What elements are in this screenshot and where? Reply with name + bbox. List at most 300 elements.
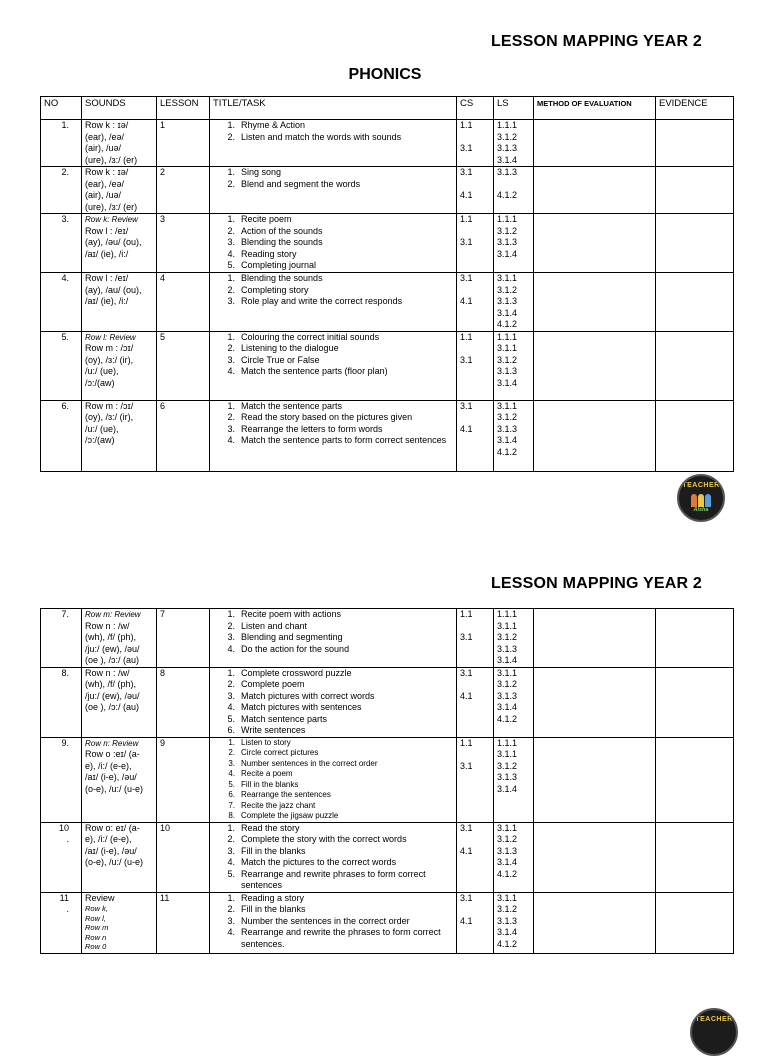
cs-value: 1.1	[460, 737, 473, 748]
sounds-text	[85, 332, 153, 390]
task-number: 1.	[227, 400, 235, 411]
sounds-value: Row k : ɪə/ (ear), /eə/ (air), /uə/ (ure), /ɜ:/ (er)	[85, 167, 138, 212]
task-text: Number sentences in the correct order	[241, 758, 378, 768]
list-item	[213, 273, 453, 285]
lesson-number: 9	[157, 737, 210, 822]
task-number: 4.	[227, 435, 235, 445]
task-list	[213, 738, 453, 822]
cs-value: 3.1	[460, 354, 473, 365]
ls-value: 3.1.3	[497, 915, 518, 926]
task-cell	[210, 214, 457, 273]
task-number: 3.	[227, 237, 235, 247]
method-cell	[534, 609, 656, 668]
list-item	[213, 759, 453, 770]
task-text: Colouring the correct initial sounds	[241, 331, 380, 342]
task-number: 3.	[227, 354, 235, 365]
sounds-text	[85, 738, 153, 796]
task-list	[213, 273, 453, 308]
list-item	[213, 679, 453, 691]
task-text: Rearrange the letters to form words	[241, 423, 383, 434]
ls-value: 3.1.1	[497, 620, 518, 631]
evidence-cell	[656, 892, 734, 953]
task-number: 2.	[227, 225, 235, 236]
ls-value: 3.1.4	[497, 377, 518, 388]
task-number: 2.	[227, 834, 235, 844]
sounds-value: Row l : /eɪ/ (ay), /əu/ (ou), /aɪ/ (ie), /i:/	[85, 225, 142, 259]
task-number: 2.	[227, 620, 235, 631]
list-item	[213, 714, 453, 726]
col-header-evidence: EVIDENCE	[656, 97, 734, 120]
task-text: Fill in the blanks	[241, 904, 306, 914]
ls-value: 3.1.4	[497, 783, 518, 794]
task-text: Do the action for the sound	[241, 643, 350, 654]
sounds-text	[85, 668, 153, 714]
list-item	[213, 343, 453, 355]
cs-value: 3.1	[460, 167, 473, 177]
cs-value	[460, 621, 490, 633]
col-header-ls: LS	[494, 97, 534, 120]
row-number: 11 .	[41, 892, 82, 953]
task-list	[213, 823, 453, 892]
list-item	[213, 738, 453, 749]
cs-value	[460, 904, 490, 916]
task-text: Recite the jazz chant	[241, 800, 316, 810]
cs-cell	[457, 273, 494, 332]
sounds-cell	[82, 273, 157, 332]
ls-value: 3.1.3	[497, 237, 518, 247]
ls-value: 3.1.4	[497, 154, 518, 165]
table-row	[41, 737, 734, 822]
row-number: 1.	[41, 120, 82, 167]
task-number: 1.	[227, 120, 235, 130]
row-number: 5.	[41, 331, 82, 400]
task-text: Rearrange and rewrite phrases to form correct sentences	[241, 868, 426, 890]
sounds-value: Review	[85, 892, 115, 903]
task-text: Match the sentence parts	[241, 400, 343, 411]
ls-value: 3.1.4	[497, 655, 518, 665]
task-number: 2.	[227, 412, 235, 422]
task-number: 1.	[227, 892, 235, 903]
ls-value: 3.1.4	[497, 435, 518, 445]
lesson-number: 2	[157, 167, 210, 214]
task-text: Completing journal	[241, 260, 317, 270]
col-header-method: METHOD OF EVALUATION	[534, 97, 656, 120]
method-cell	[534, 167, 656, 214]
task-text: Action of the sounds	[241, 225, 323, 236]
table-row	[41, 167, 734, 214]
cs-value: 1.1	[460, 120, 473, 130]
evidence-cell	[656, 214, 734, 273]
sounds-value: Row n : /w/ (wh), /f/ (ph), /ju:/ (ew), /əu/ (oe ), /ɔ:/ (au)	[85, 667, 140, 712]
ls-cell	[494, 167, 534, 214]
ls-value: 3.1.4	[497, 857, 518, 867]
task-text: Rhyme & Action	[241, 120, 306, 130]
ls-value: 3.1.2	[497, 760, 518, 771]
ls-value: 4.1.2	[497, 713, 518, 724]
list-item	[213, 668, 453, 680]
cs-value: 3.1	[460, 400, 473, 411]
task-number: 3.	[227, 845, 235, 856]
cs-cell	[457, 120, 494, 167]
task-number: 3.	[227, 915, 235, 926]
ls-cell	[494, 822, 534, 892]
task-number: 5.	[227, 868, 235, 879]
sounds-review-label: Row m: Review	[85, 610, 141, 619]
sounds-cell	[82, 120, 157, 167]
list-item	[213, 167, 453, 179]
sounds-cell	[82, 667, 157, 737]
list-item	[213, 366, 453, 378]
ls-value: 3.1.1	[497, 343, 518, 353]
ls-value: 3.1.2	[497, 904, 518, 914]
row-number: 6.	[41, 400, 82, 471]
table-row	[41, 273, 734, 332]
method-cell	[534, 331, 656, 400]
list-item	[213, 916, 453, 928]
badge-top-text: TEACHER	[682, 482, 720, 489]
teacher-logo-badge-2	[690, 1008, 738, 1056]
sounds-text	[85, 401, 153, 447]
cs-value: 3.1	[460, 237, 473, 247]
table-row	[41, 214, 734, 273]
ls-value: 3.1.2	[497, 354, 518, 365]
task-cell	[210, 822, 457, 892]
ls-value: 4.1.2	[497, 319, 518, 329]
evidence-cell	[656, 822, 734, 892]
sounds-text	[85, 893, 153, 905]
task-text: Number the sentences in the correct order	[241, 915, 410, 926]
task-number: 4.	[228, 769, 235, 778]
cs-cell	[457, 331, 494, 400]
ls-value: 3.1.4	[497, 248, 518, 259]
ls-value: 3.1.3	[497, 366, 518, 376]
task-number: 6.	[228, 790, 235, 799]
sounds-cell	[82, 892, 157, 953]
col-header-cs: CS	[457, 97, 494, 120]
task-number: 4.	[227, 927, 235, 937]
ls-value	[497, 179, 530, 191]
cs-cell	[457, 822, 494, 892]
table-row	[41, 892, 734, 953]
sounds-text	[85, 273, 153, 308]
cs-value: 4.1	[460, 296, 473, 306]
task-number: 3.	[227, 690, 235, 701]
list-item	[213, 424, 453, 436]
row-number: 2.	[41, 167, 82, 214]
task-text: Match pictures with correct words	[241, 690, 375, 701]
task-number: 2.	[227, 131, 235, 142]
list-item	[213, 226, 453, 238]
task-text: Fill in the blanks	[241, 845, 306, 856]
ls-value: 3.1.1	[497, 273, 518, 283]
ls-cell	[494, 400, 534, 471]
table-row	[41, 400, 734, 471]
cs-value	[460, 226, 490, 238]
list-item	[213, 893, 453, 905]
task-text: Role play and write the correct responds	[241, 296, 403, 306]
task-number: 1.	[227, 609, 235, 619]
list-item	[213, 790, 453, 801]
method-cell	[534, 892, 656, 953]
task-text: Completing story	[241, 284, 309, 295]
ls-cell	[494, 273, 534, 332]
task-text: Match pictures with sentences	[241, 702, 362, 712]
sounds-text	[85, 120, 153, 166]
task-text: Circle correct pictures	[241, 748, 319, 757]
task-number: 6.	[227, 725, 235, 735]
row-number: 9.	[41, 737, 82, 822]
lesson-number: 6	[157, 400, 210, 471]
list-item	[213, 846, 453, 858]
cs-value: 4.1	[460, 915, 473, 926]
ls-value: 1.1.1	[497, 120, 518, 130]
list-item	[213, 249, 453, 261]
cs-cell	[457, 892, 494, 953]
page-title-2: LESSON MAPPING YEAR 2	[490, 575, 702, 592]
cs-value	[460, 179, 490, 191]
task-cell	[210, 331, 457, 400]
task-text: Circle True or False	[241, 354, 320, 365]
sounds-value: Row l : /eɪ/ (ay), /au/ (ou), /aɪ/ (ie), /i:/	[85, 273, 142, 306]
task-number: 1.	[227, 167, 235, 177]
task-number: 4.	[227, 248, 235, 259]
lesson-mapping-table-2	[40, 608, 734, 954]
ls-value: 3.1.2	[497, 679, 518, 689]
task-text: Recite a poem	[241, 769, 293, 778]
task-number: 4.	[227, 643, 235, 654]
task-text: Sing song	[241, 167, 282, 177]
lesson-number: 5	[157, 331, 210, 400]
cs-value: 1.1	[460, 609, 473, 619]
task-list	[213, 167, 453, 190]
cs-cell	[457, 214, 494, 273]
list-item	[213, 401, 453, 413]
task-number: 2.	[227, 284, 235, 295]
table-row	[41, 331, 734, 400]
ls-value: 3.1.2	[497, 131, 518, 142]
evidence-cell	[656, 331, 734, 400]
lesson-number: 7	[157, 609, 210, 668]
list-item	[213, 904, 453, 916]
sounds-cell	[82, 214, 157, 273]
task-cell	[210, 120, 457, 167]
sounds-text	[85, 823, 153, 869]
list-item	[213, 214, 453, 226]
list-item	[213, 435, 453, 447]
task-text: Recite poem	[241, 214, 292, 224]
task-text: Complete crossword puzzle	[241, 667, 352, 678]
task-number: 2.	[228, 748, 235, 757]
table-row	[41, 822, 734, 892]
page-title: LESSON MAPPING YEAR 2	[490, 33, 702, 50]
task-cell	[210, 892, 457, 953]
table-row	[41, 609, 734, 668]
ls-value: 3.1.3	[497, 143, 518, 153]
sounds-cell	[82, 822, 157, 892]
col-header-task: TITLE/TASK	[210, 97, 457, 120]
task-number: 2.	[227, 904, 235, 914]
ls-value: 3.1.1	[497, 892, 518, 903]
cs-value: 4.1	[460, 845, 473, 856]
list-item	[213, 780, 453, 791]
ls-value: 4.1.2	[497, 446, 518, 457]
task-list	[213, 609, 453, 655]
task-number: 1.	[227, 214, 235, 224]
cs-value: 3.1	[460, 822, 473, 833]
sounds-cell	[82, 737, 157, 822]
list-item	[213, 296, 453, 308]
cs-value: 1.1	[460, 331, 473, 342]
ls-value: 3.1.4	[497, 307, 518, 318]
ls-value: 3.1.3	[497, 167, 518, 177]
task-number: 5.	[227, 713, 235, 724]
task-number: 1.	[227, 273, 235, 283]
list-item	[213, 834, 453, 846]
cs-value	[460, 834, 490, 846]
people-icon	[691, 494, 713, 508]
evidence-cell	[656, 737, 734, 822]
list-item	[213, 260, 453, 272]
task-cell	[210, 167, 457, 214]
list-item	[213, 644, 453, 656]
task-text: Match sentence parts	[241, 713, 328, 724]
task-number: 3.	[228, 758, 235, 768]
task-text: Reading a story	[241, 892, 305, 903]
task-number: 1.	[227, 822, 235, 833]
ls-value: 3.1.1	[497, 400, 518, 411]
task-text: Read the story	[241, 822, 300, 833]
list-item	[213, 412, 453, 424]
sounds-text	[85, 214, 153, 260]
ls-cell	[494, 737, 534, 822]
task-cell	[210, 273, 457, 332]
cs-value	[460, 132, 490, 144]
sounds-value: Row o: eɪ/ (a- e), /i:/ (e-e), /aɪ/ (i-e), /əu/ (o-e), /u:/ (u-e)	[85, 822, 144, 867]
ls-value: 3.1.2	[497, 412, 518, 422]
task-number: 2.	[227, 343, 235, 353]
cs-value	[460, 412, 490, 424]
lesson-number: 3	[157, 214, 210, 273]
ls-value: 3.1.3	[497, 643, 518, 654]
ls-value: 3.1.3	[497, 296, 518, 306]
ls-value: 1.1.1	[497, 737, 518, 748]
lesson-number: 10	[157, 822, 210, 892]
cs-cell	[457, 667, 494, 737]
lesson-number: 1	[157, 120, 210, 167]
ls-value: 3.1.1	[497, 822, 518, 833]
badge-bottom-text: Aisha	[693, 507, 709, 513]
cs-value	[460, 285, 490, 297]
list-item	[213, 132, 453, 144]
lesson-number: 11	[157, 892, 210, 953]
sounds-value: Row o :eɪ/ (a- e), /i:/ (e-e), /aɪ/ (i-e), /əu/ (o-e), /u:/ (u-e)	[85, 749, 144, 794]
evidence-cell	[656, 120, 734, 167]
row-number: 7.	[41, 609, 82, 668]
task-number: 2.	[227, 679, 235, 689]
task-cell	[210, 609, 457, 668]
task-text: Listen and match the words with sounds	[241, 131, 402, 142]
task-text: Complete the story with the correct words	[241, 834, 407, 844]
task-text: Blending and segmenting	[241, 632, 343, 642]
task-text: Match the pictures to the correct words	[241, 857, 397, 867]
evidence-cell	[656, 667, 734, 737]
ls-cell	[494, 331, 534, 400]
task-number: 3.	[227, 423, 235, 434]
task-text: Complete poem	[241, 679, 305, 689]
task-number: 4.	[227, 702, 235, 712]
review-rows-list: Row k, Row l, Row m Row n Row 0	[85, 904, 109, 951]
task-number: 3.	[227, 296, 235, 306]
task-number: 1.	[227, 331, 235, 342]
table-row	[41, 667, 734, 737]
method-cell	[534, 667, 656, 737]
cs-value	[460, 749, 490, 761]
cs-value: 4.1	[460, 423, 473, 434]
list-item	[213, 702, 453, 714]
cs-value: 3.1	[460, 273, 473, 283]
cs-value: 3.1	[460, 667, 473, 678]
list-item	[213, 179, 453, 191]
teacher-logo-badge	[677, 474, 725, 522]
method-cell	[534, 273, 656, 332]
sounds-value: Row m : /ɔɪ/ (oy), /ɜ:/ (ir), /u:/ (ue), /ɔ:/(aw)	[85, 400, 134, 445]
sounds-value: Row m : /ɔɪ/ (oy), /ɜ:/ (ir), /u:/ (ue), /ɔ:/(aw)	[85, 343, 134, 388]
col-header-no: NO	[41, 97, 82, 120]
evidence-cell	[656, 167, 734, 214]
list-item	[213, 332, 453, 344]
table-row	[41, 120, 734, 167]
ls-value: 3.1.3	[497, 845, 518, 856]
task-cell	[210, 400, 457, 471]
sounds-review-label: Row n: Review	[85, 738, 139, 748]
col-header-sounds: SOUNDS	[82, 97, 157, 120]
task-number: 1.	[227, 667, 235, 678]
task-text: Listen to story	[241, 737, 291, 747]
row-number: 10 .	[41, 822, 82, 892]
sounds-text	[85, 167, 153, 213]
list-item	[213, 927, 453, 950]
task-text: Blending the sounds	[241, 237, 323, 247]
task-text: Rearrange and rewrite the phrases to form correct sentences.	[241, 927, 441, 949]
sounds-review-label: Row l: Review	[85, 332, 136, 342]
sounds-text	[85, 609, 153, 667]
lesson-mapping-table	[40, 96, 734, 472]
ls-value: 1.1.1	[497, 214, 518, 224]
ls-cell	[494, 609, 534, 668]
ls-value: 3.1.3	[497, 423, 518, 434]
task-text: Listen and chant	[241, 620, 308, 631]
cs-value: 3.1	[460, 632, 473, 642]
list-item	[213, 823, 453, 835]
task-list	[213, 401, 453, 447]
row-number: 8.	[41, 667, 82, 737]
task-text: Listening to the dialogue	[241, 343, 339, 353]
task-number: 7.	[228, 800, 235, 810]
ls-value: 3.1.3	[497, 772, 518, 782]
task-number: 1.	[228, 737, 235, 747]
cs-cell	[457, 400, 494, 471]
list-item	[213, 355, 453, 367]
ls-cell	[494, 120, 534, 167]
ls-value: 3.1.2	[497, 834, 518, 844]
method-cell	[534, 120, 656, 167]
sounds-value: Row n : /w/ (wh), /f/ (ph), /ju:/ (ew), /əu/ (oe ), /ɔ:/ (au)	[85, 620, 140, 665]
list-item	[213, 801, 453, 812]
cs-cell	[457, 737, 494, 822]
list-item	[213, 857, 453, 869]
task-number: 4.	[227, 366, 235, 376]
method-cell	[534, 400, 656, 471]
